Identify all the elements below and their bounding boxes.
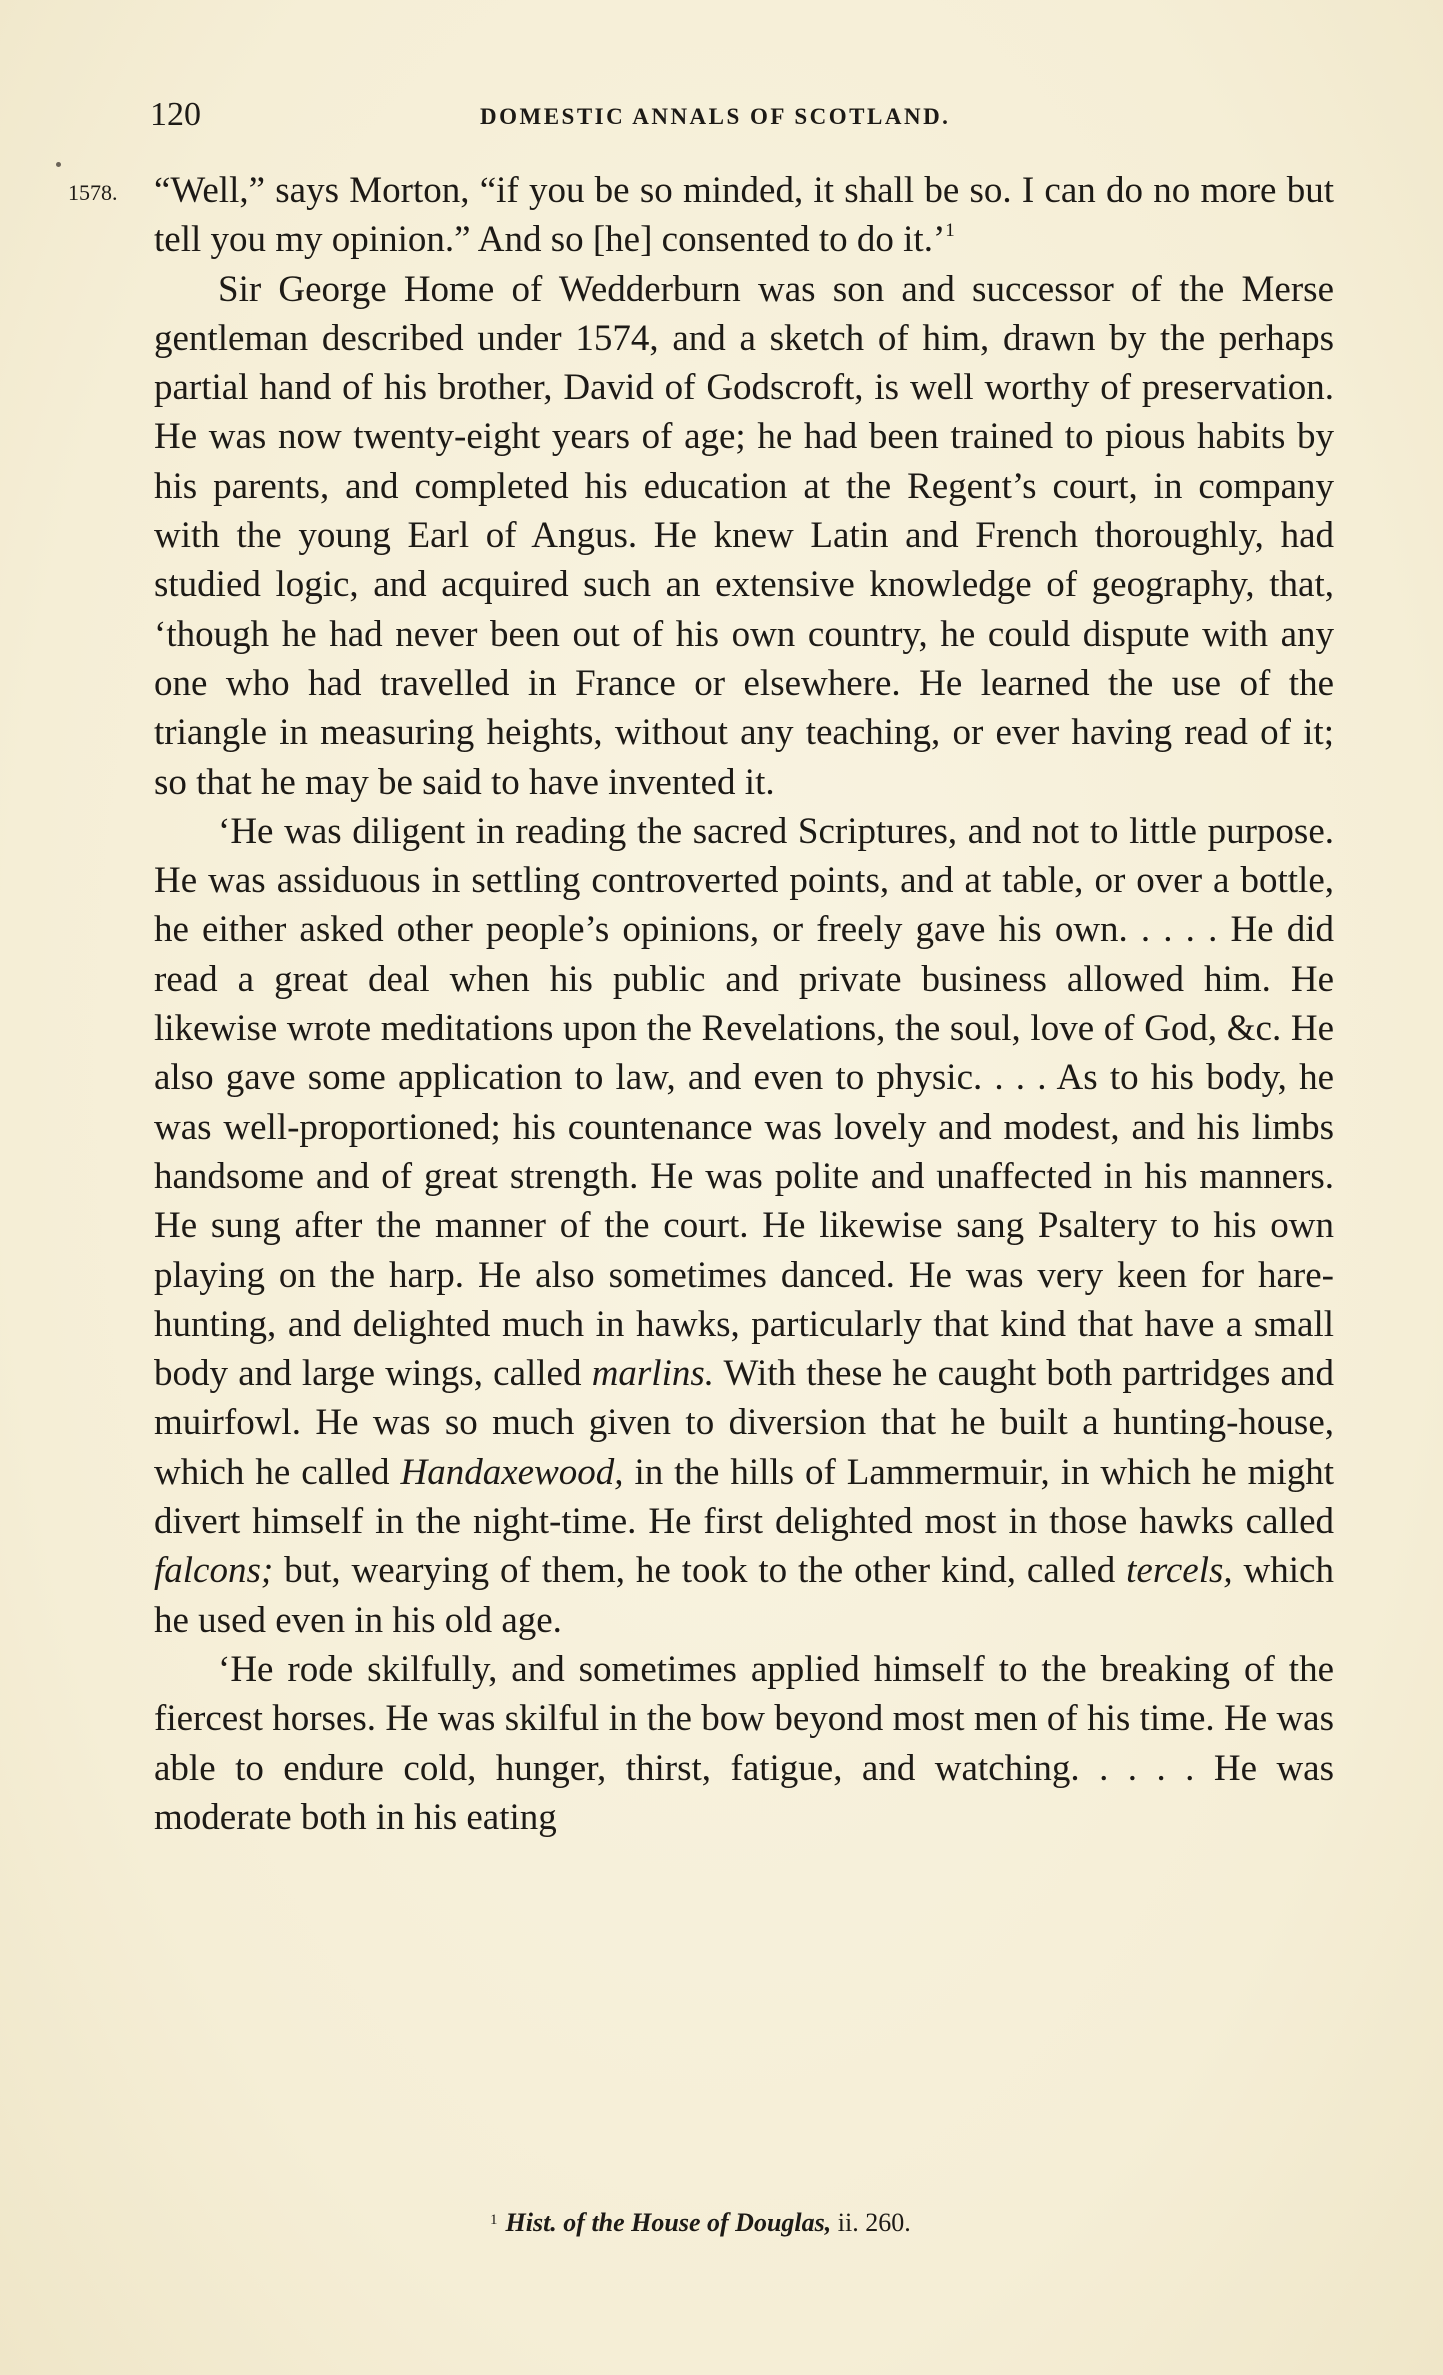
footnote-number: 1 [490, 2212, 498, 2228]
paragraph-3 [154, 807, 1334, 1645]
paragraph-4: ‘He rode skilfully, and sometimes applied himself to the breaking of the fiercest horses. He was skilful in the bow beyond most men of his time. He was able to endure cold, hunger, thirst, fatigue, and watching. . . . . He was moderate both in his eating [154, 1648, 1334, 1838]
paragraph-2: Sir George Home of Wedderburn was son and successor of the Merse gentleman described under 1574, and a sketch of him, drawn by the perhaps partial hand of his brother, David of Godscroft, is well worthy of preservation. He was now twenty-eight years of age; he had been trained to pious habits by his parents, and completed his education at the Regent’s court, in company with the young Earl of Angus. He knew Latin and French thoroughly, had studied logic, and acquired such an extensive knowledge of geography, that, ‘though he had never been out of his own country, he could dispute with any one who had travelled in France or elsewhere. He learned the use of the triangle in measuring heights, without any teaching, or ever having read of it; so that he may be said to have invented it. [154, 268, 1334, 803]
italic-handaxewood: Handaxewood, [400, 1451, 624, 1493]
page-header [150, 96, 1335, 146]
paragraph-3-text-b: With these he caught both partridges and muirfowl. He was so much given to diversion that he built a hunting-house, which he called [154, 1353, 1334, 1493]
page-number: 120 [150, 96, 201, 133]
running-head: DOMESTIC ANNALS OF SCOTLAND. [480, 104, 951, 129]
italic-tercels: tercels, [1126, 1550, 1233, 1592]
footnote-reference: ii. 260. [831, 2208, 911, 2237]
margin-year: 1578. [68, 180, 118, 205]
body-text [154, 166, 1334, 1842]
paragraph-1-text: “Well,” says Morton, “if you be so minded, it shall be so. I can do no more but tell you my opinion.” And so [he] consented to do it.’ [154, 170, 1334, 261]
paragraph-1 [154, 166, 1334, 265]
paragraph-3-text-e: which he used even in his old age. [154, 1550, 1334, 1641]
italic-falcons: falcons; [154, 1550, 274, 1592]
margin-dot [56, 162, 61, 167]
italic-marlins: marlins. [591, 1353, 715, 1395]
paragraph-3-text-a: ‘He was diligent in reading the sacred Scriptures, and not to little purpose. He was assiduous in settling controverted points, and at table, or over a bottle, he either asked other people’s opinions, or freely gave his own. . . . . He did read a great deal when his public and private business allowed him. He likewise wrote meditations upon the Revelations, the soul, love of God, &c. He also gave some application to law, and even to physic. . . . As to his body, he was well-proportioned; his countenance was lovely and modest, and his limbs handsome and of great strength. He was polite and unaffected in his manners. He sung after the manner of the court. He likewise sang Psaltery to his own playing on the harp. He also sometimes danced. He was very keen for hare-hunting, and delighted much in hawks, particularly that kind that have a small body and large wings, called [154, 810, 1334, 1395]
footnote [490, 2208, 911, 2238]
footnote-marker: 1 [945, 220, 955, 242]
footnote-title: Hist. of the House of Douglas, [505, 2208, 832, 2237]
paragraph-3-text-c: in the hills of Lammermuir, in which he might divert himself in the night-time. He first delighted most in those hawks called [154, 1451, 1335, 1543]
paragraph-3-text-d: but, wearying of them, he took to the other kind, called [273, 1550, 1127, 1592]
